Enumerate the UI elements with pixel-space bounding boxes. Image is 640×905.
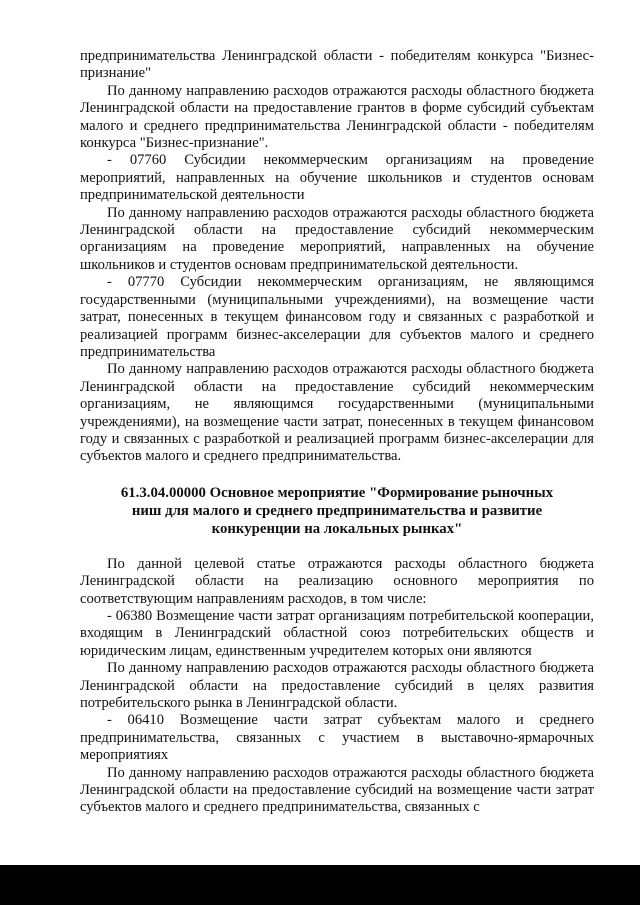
- section-heading: 61.3.04.00000 Основное мероприятие "Формирование рыночных ниш для малого и среднего предпринимательства и развитие конкуренции на локальных рынках": [120, 484, 554, 537]
- paragraph-expense-item: - 07770 Субсидии некоммерческим организациям, не являющимся государственными (муниципальными учреждениями), на возмещение части затрат, понесенных в текущем финансовом году и связанных с разработкой и реализацией программ бизнес-акселерации для субъектов малого и среднего предпринимательства: [80, 274, 594, 360]
- paragraph: предпринимательства Ленинградской области - победителям конкурса "Бизнес-признание": [80, 48, 594, 82]
- paragraph: По данному направлению расходов отражаются расходы областного бюджета Ленинградской области на предоставление субсидий на возмещение части затрат субъектов малого и среднего предпринимательства, связанных с: [80, 764, 594, 816]
- paragraph: По данному направлению расходов отражаются расходы областного бюджета Ленинградской области на предоставление субсидий некоммерческим организациям на проведение мероприятий, направленных на обучение школьников и студентов основам предпринимательской деятельности.: [80, 204, 594, 273]
- document-page: [80, 48, 594, 817]
- paragraph: По данному направлению расходов отражаются расходы областного бюджета Ленинградской области на предоставление субсидий в целях развития потребительского рынка в Ленинградской области.: [80, 660, 594, 711]
- paragraph-expense-item: - 06380 Возмещение части затрат организациям потребительской кооперации, входящим в Ленинградский областной союз потребительских обществ и юридическим лицам, единственным учредителем которых они являются: [80, 607, 594, 659]
- paragraph: По данной целевой статье отражаются расходы областного бюджета Ленинградской области на реализацию основного мероприятия по соответствующим направлениям расходов, в том числе:: [80, 555, 594, 607]
- paragraph-expense-item: - 07760 Субсидии некоммерческим организациям на проведение мероприятий, направленных на обучение школьников и студентов основам предпринимательской деятельности: [80, 152, 594, 204]
- paragraph: По данному направлению расходов отражаются расходы областного бюджета Ленинградской области на предоставление грантов в форме субсидий субъектам малого и среднего предпринимательства Ленинградской области - победителям конкурса "Бизнес-признание".: [80, 82, 594, 152]
- scan-border-bottom: [0, 865, 640, 905]
- paragraph-expense-item: - 06410 Возмещение части затрат субъектам малого и среднего предпринимательства, связанных с участием в выставочно-ярмарочных мероприятиях: [80, 712, 594, 764]
- paragraph: По данному направлению расходов отражаются расходы областного бюджета Ленинградской области на предоставление субсидий некоммерческим организациям, не являющимся государственными (муниципальными учреждениями), на возмещение части затрат, понесенных в текущем финансовом году и связанных с разработкой и реализацией программ бизнес-акселерации для субъектов малого и среднего предпринимательства.: [80, 361, 594, 465]
